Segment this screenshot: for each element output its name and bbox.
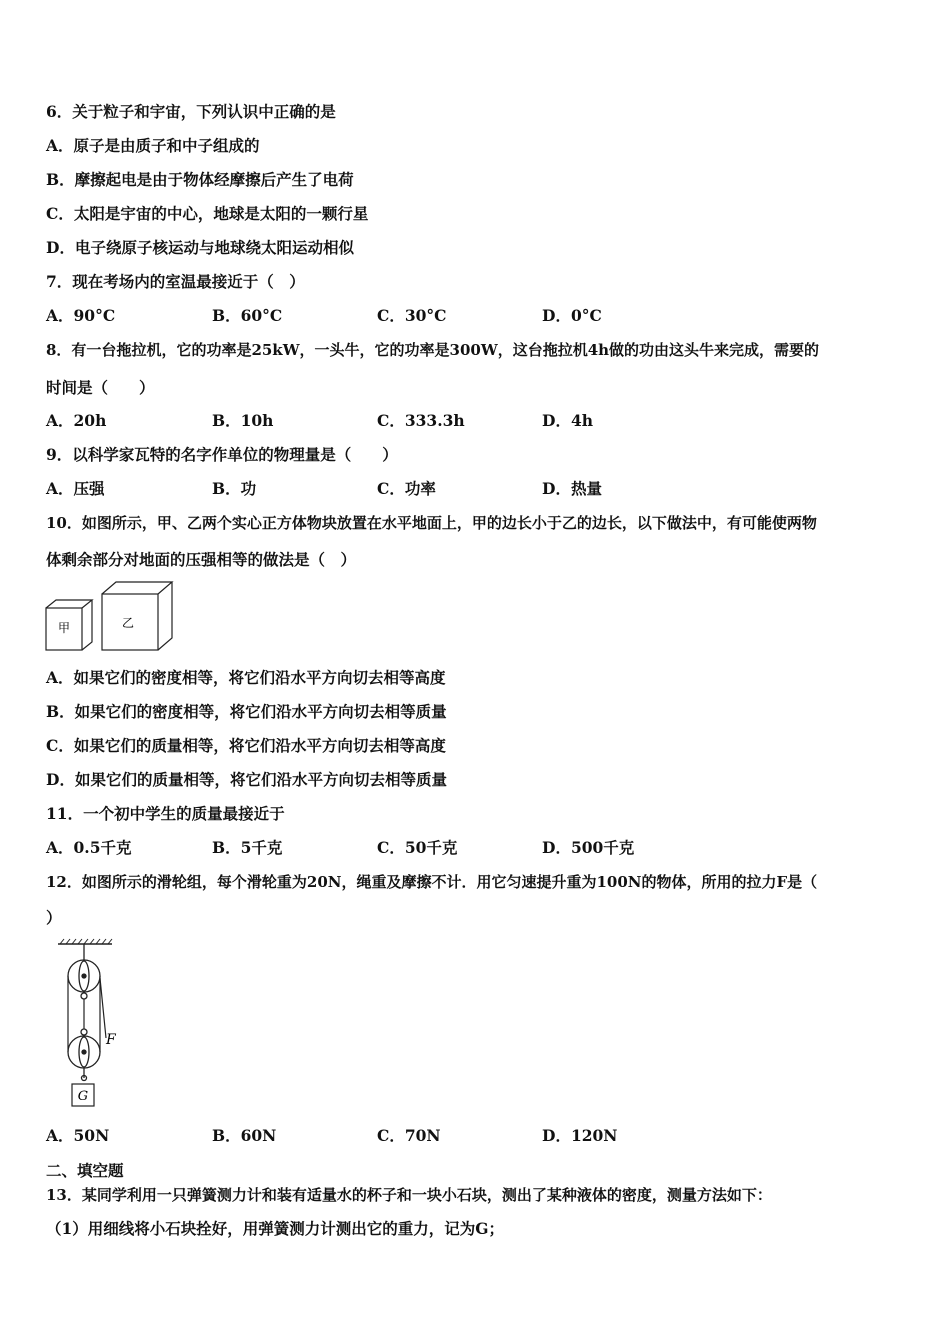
force-label: F — [106, 1032, 116, 1048]
q6-stem: 6．关于粒子和宇宙，下列认识中正确的是 — [46, 102, 336, 121]
cubes-figure — [44, 580, 176, 654]
q8-stem-line1: 8．有一台拖拉机，它的功率是25kW，一头牛，它的功率是300W，这台拖拉机4h做的功由这头牛来完成，需要的 — [46, 341, 820, 359]
q8-option-c: C．333.3h — [377, 411, 465, 430]
q8-option-a: A．20h — [46, 411, 107, 430]
q8-options — [46, 411, 746, 431]
q11-options — [46, 838, 746, 858]
q11-option-b: B．5千克 — [212, 838, 283, 857]
q10-option-d: D．如果它们的质量相等，将它们沿水平方向切去相等质量 — [46, 770, 447, 789]
q6-option-a: A．原子是由质子和中子组成的 — [46, 136, 260, 155]
q13-stem: 13．某同学利用一只弹簧测力计和装有适量水的杯子和一块小石块，测出了某种液体的密度，测量方法如下： — [46, 1186, 772, 1204]
q8-option-b: B．10h — [212, 411, 274, 430]
q12-stem-line2: ） — [46, 908, 62, 927]
q7-options — [46, 306, 746, 326]
q9-option-a: A．压强 — [46, 479, 105, 498]
q7-option-c: C．30°C — [377, 306, 447, 325]
ceiling — [58, 939, 112, 944]
q10-stem-line1: 10．如图所示，甲、乙两个实心正方体物块放置在水平地面上，甲的边长小于乙的边长，以下做法中，有可能使两物 — [46, 514, 817, 532]
q7-stem: 7．现在考场内的室温最接近于（ ） — [46, 272, 305, 291]
q7-option-d: D．0°C — [542, 306, 602, 325]
weight-label: G — [77, 1089, 89, 1104]
movable-pulley — [68, 1029, 100, 1081]
pulley-figure — [54, 938, 134, 1110]
q8-option-d: D．4h — [542, 411, 593, 430]
section-title: 二、填空题 — [46, 1161, 124, 1180]
q10-option-b: B．如果它们的密度相等，将它们沿水平方向切去相等质量 — [46, 702, 447, 721]
q9-option-c: C．功率 — [377, 479, 436, 498]
q11-option-a: A．0.5千克 — [46, 838, 132, 857]
q9-stem: 9．以科学家瓦特的名字作单位的物理量是（ ） — [46, 445, 398, 464]
fixed-pulley — [68, 944, 100, 999]
q11-option-d: D．500千克 — [542, 838, 635, 857]
q10-option-c: C．如果它们的质量相等，将它们沿水平方向切去相等高度 — [46, 736, 446, 755]
q12-option-b: B．60N — [212, 1126, 277, 1145]
q9-option-b: B．功 — [212, 479, 257, 498]
q12-stem-line1: 12．如图所示的滑轮组，每个滑轮重为20N，绳重及摩擦不计．用它匀速提升重为100N的物体，所用的拉力F是（ — [46, 873, 818, 891]
q6-option-c: C．太阳是宇宙的中心，地球是太阳的一颗行星 — [46, 204, 369, 223]
q12-option-c: C．70N — [377, 1126, 441, 1145]
q10-stem-line2: 体剩余部分对地面的压强相等的做法是（ ） — [46, 550, 357, 569]
q12-option-d: D．120N — [542, 1126, 618, 1145]
q9-options — [46, 479, 746, 499]
q10-option-a: A．如果它们的密度相等，将它们沿水平方向切去相等高度 — [46, 668, 446, 687]
q11-option-c: C．50千克 — [377, 838, 458, 857]
q11-stem: 11．一个初中学生的质量最接近于 — [46, 804, 285, 823]
cube-yi — [102, 582, 172, 650]
q13-step1: （1）用细线将小石块拴好，用弹簧测力计测出它的重力，记为G； — [46, 1219, 505, 1238]
q6-option-b: B．摩擦起电是由于物体经摩擦后产生了电荷 — [46, 170, 354, 189]
q12-option-a: A．50N — [46, 1126, 110, 1145]
q7-option-a: A．90°C — [46, 306, 116, 325]
q9-option-d: D．热量 — [542, 479, 602, 498]
q6-option-d: D．电子绕原子核运动与地球绕太阳运动相似 — [46, 238, 354, 257]
cube-jia-label: 甲 — [57, 621, 71, 635]
q8-stem-line2: 时间是（ ） — [46, 378, 155, 397]
cube-yi-label: 乙 — [121, 616, 135, 630]
q12-options — [46, 1126, 746, 1146]
q7-option-b: B．60°C — [212, 306, 283, 325]
